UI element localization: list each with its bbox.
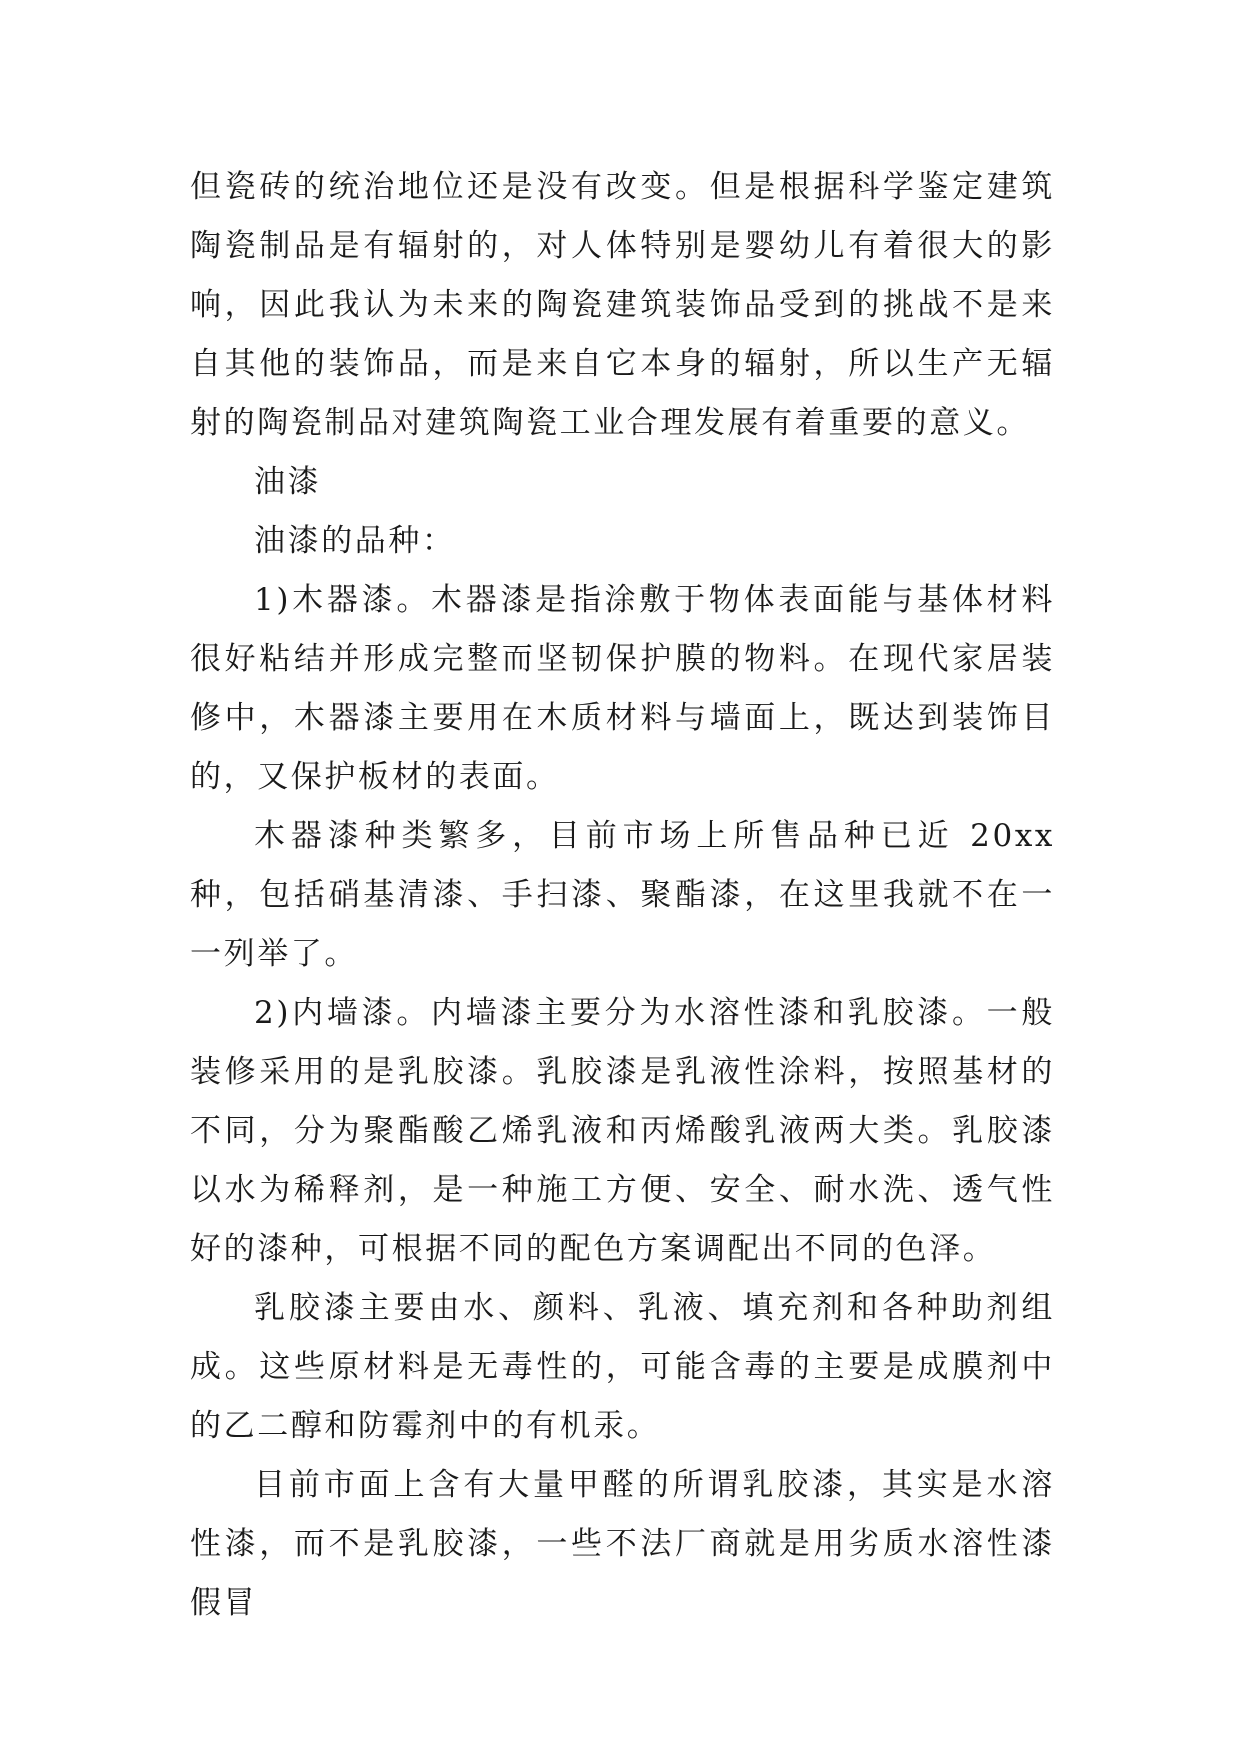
paragraph-ceramic-radiation: 但瓷砖的统治地位还是没有改变。但是根据科学鉴定建筑陶瓷制品是有辐射的，对人体特别是婴幼儿有着很大的影响，因此我认为未来的陶瓷建筑装饰品受到的挑战不是来自其他的装饰品，而是来自它本身的辐射，所以生产无辐射的陶瓷制品对建筑陶瓷工业合理发展有着重要的意义。 xyxy=(190,169,1055,441)
paragraph-wood-paint-varieties: 木器漆种类繁多，目前市场上所售品种已近 20xx 种，包括硝基清漆、手扫漆、聚酯漆，在这里我就不在一一列举了。 xyxy=(190,818,1055,972)
heading-paint: 油漆 xyxy=(254,464,322,500)
heading-paint-types: 油漆的品种： xyxy=(254,523,456,559)
document-body xyxy=(190,158,1055,1633)
paragraph-interior-wall-paint: 2)内墙漆。内墙漆主要分为水溶性漆和乳胶漆。一般装修采用的是乳胶漆。乳胶漆是乳液性涂料，按照基材的不同，分为聚酯酸乙烯乳液和丙烯酸乳液两大类。乳胶漆以水为稀释剂，是一种施工方便、安全、耐水洗、透气性好的漆种，可根据不同的配色方案调配出不同的色泽。 xyxy=(190,995,1055,1267)
paragraph-fake-latex-paint: 目前市面上含有大量甲醛的所谓乳胶漆，其实是水溶性漆，而不是乳胶漆，一些不法厂商就是用劣质水溶性漆假冒 xyxy=(190,1467,1055,1621)
paragraph-wood-paint: 1)木器漆。木器漆是指涂敷于物体表面能与基体材料很好粘结并形成完整而坚韧保护膜的物料。在现代家居装修中，木器漆主要用在木质材料与墙面上，既达到装饰目的，又保护板材的表面。 xyxy=(190,582,1055,795)
paragraph-latex-composition: 乳胶漆主要由水、颜料、乳液、填充剂和各种助剂组成。这些原材料是无毒性的，可能含毒的主要是成膜剂中的乙二醇和防霉剂中的有机汞。 xyxy=(190,1290,1055,1444)
